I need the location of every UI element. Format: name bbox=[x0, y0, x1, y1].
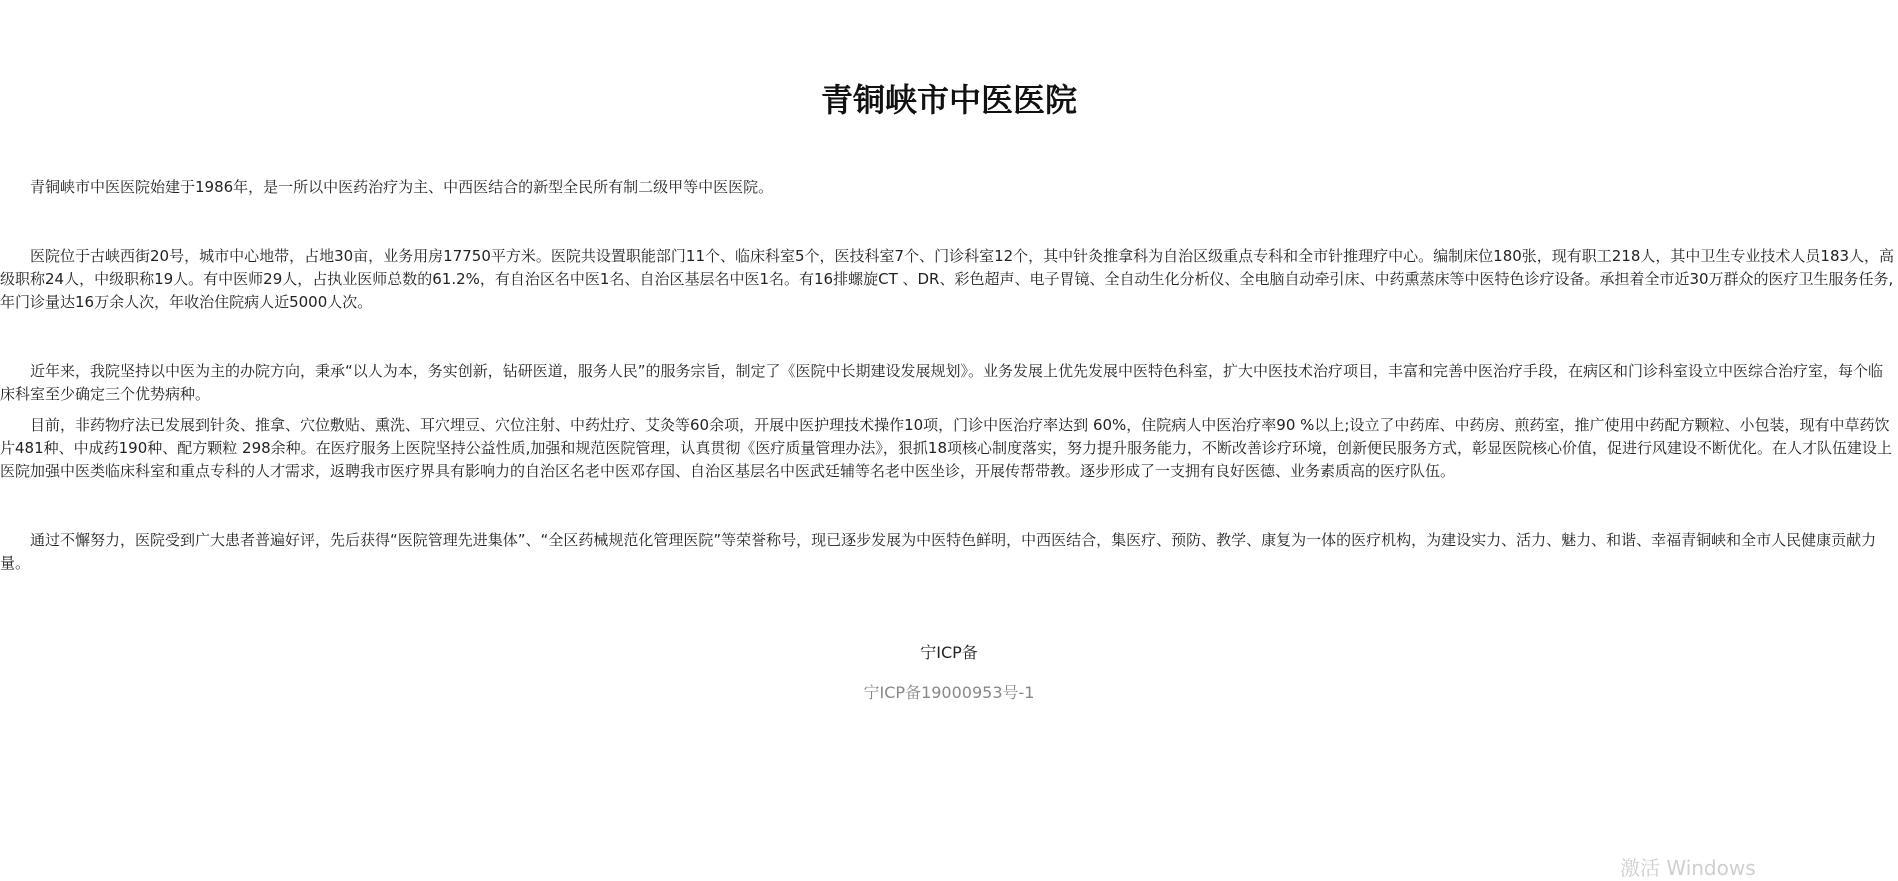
paragraph-facilities: 医院位于古峡西街20号，城市中心地带，占地30亩，业务用房17750平方米。医院共设置职能部门11个、临床科室5个，医技科室7个、门诊科室12个，其中针灸推拿科为自治区级重点专科和全市针推理疗中心。编制床位180张，现有职工218人，其中卫生专业技术人员183人，高级职称24人，中级职称19人。有中医师29人，占执业医师总数的61.2%，有自治区名中医1名、自治区基层名中医1名。有16排螺旋CT 、DR、彩色超声、电子胃镜、全自动生化分析仪、全电脑自动牵引床、中药熏蒸床等中医特色诊疗设备。承担着全市近30万群众的医疗卫生服务任务,年门诊量达16万余人次，年收治住院病人近5000人次。 bbox=[0, 247, 1895, 311]
spacer bbox=[0, 199, 1898, 245]
article-body bbox=[0, 176, 1898, 575]
page-title: 青铜峡市中医医院 bbox=[820, 81, 1077, 119]
paragraph-development: 近年来，我院坚持以中医为主的办院方向，秉承“以人为本，务实创新，钻研医道，服务人民”的服务宗旨，制定了《医院中长期建设发展规划》。业务发展上优先发展中医特色科室，扩大中医技术治疗项目，丰富和完善中医治疗手段，在病区和门诊科室设立中医综合治疗室，每个临床科室至少确定三个优势病种。 bbox=[0, 362, 1884, 403]
paragraph-therapies: 目前，非药物疗法已发展到针灸、推拿、穴位敷贴、熏洗、耳穴埋豆、穴位注射、中药灶疗、艾灸等60余项，开展中医护理技术操作10项，门诊中医治疗率达到 60%，住院病人中医治疗率90 %以上;设立了中药库、中药房、煎药室，推广使用中药配方颗粒、小包装，现有中草药饮片481种、中成药190种、配方颗粒 298余种。在医疗服务上医院坚持公益性质,加强和规范医院管理，认真贯彻《医疗质量管理办法》，狠抓18项核心制度落实，努力提升服务能力，不断改善诊疗环境，创新便民服务方式，彰显医院核心价值，促进行风建设不断优化。在人才队伍建设上医院加强中医类临床科室和重点专科的人才需求，返聘我市医疗界具有影响力的自治区名老中医邓存国、自治区基层名中医武廷辅等名老中医坐诊，开展传帮带教。逐步形成了一支拥有良好医德、业务素质高的医疗队伍。 bbox=[0, 416, 1893, 480]
footer-icp-label: 宁ICP备 bbox=[920, 643, 978, 662]
footer-icp-link[interactable]: 宁ICP备19000953号-1 bbox=[863, 683, 1035, 702]
spacer bbox=[0, 406, 1898, 414]
spacer bbox=[0, 483, 1898, 529]
spacer bbox=[0, 314, 1898, 360]
paragraph-intro: 青铜峡市中医医院始建于1986年，是一所以中医药治疗为主、中西医结合的新型全民所有制二级甲等中医医院。 bbox=[30, 178, 774, 196]
windows-activation-watermark: 激活 Windows bbox=[1620, 856, 1756, 880]
paragraph-honors: 通过不懈努力，医院受到广大患者普遍好评，先后获得“医院管理先进集体”、“全区药械规范化管理医院”等荣誉称号，现已逐步发展为中医特色鲜明，中西医结合，集医疗、预防、教学、康复为一体的医疗机构，为建设实力、活力、魅力、和谐、幸福青铜峡和全市人民健康贡献力量。 bbox=[0, 531, 1877, 572]
